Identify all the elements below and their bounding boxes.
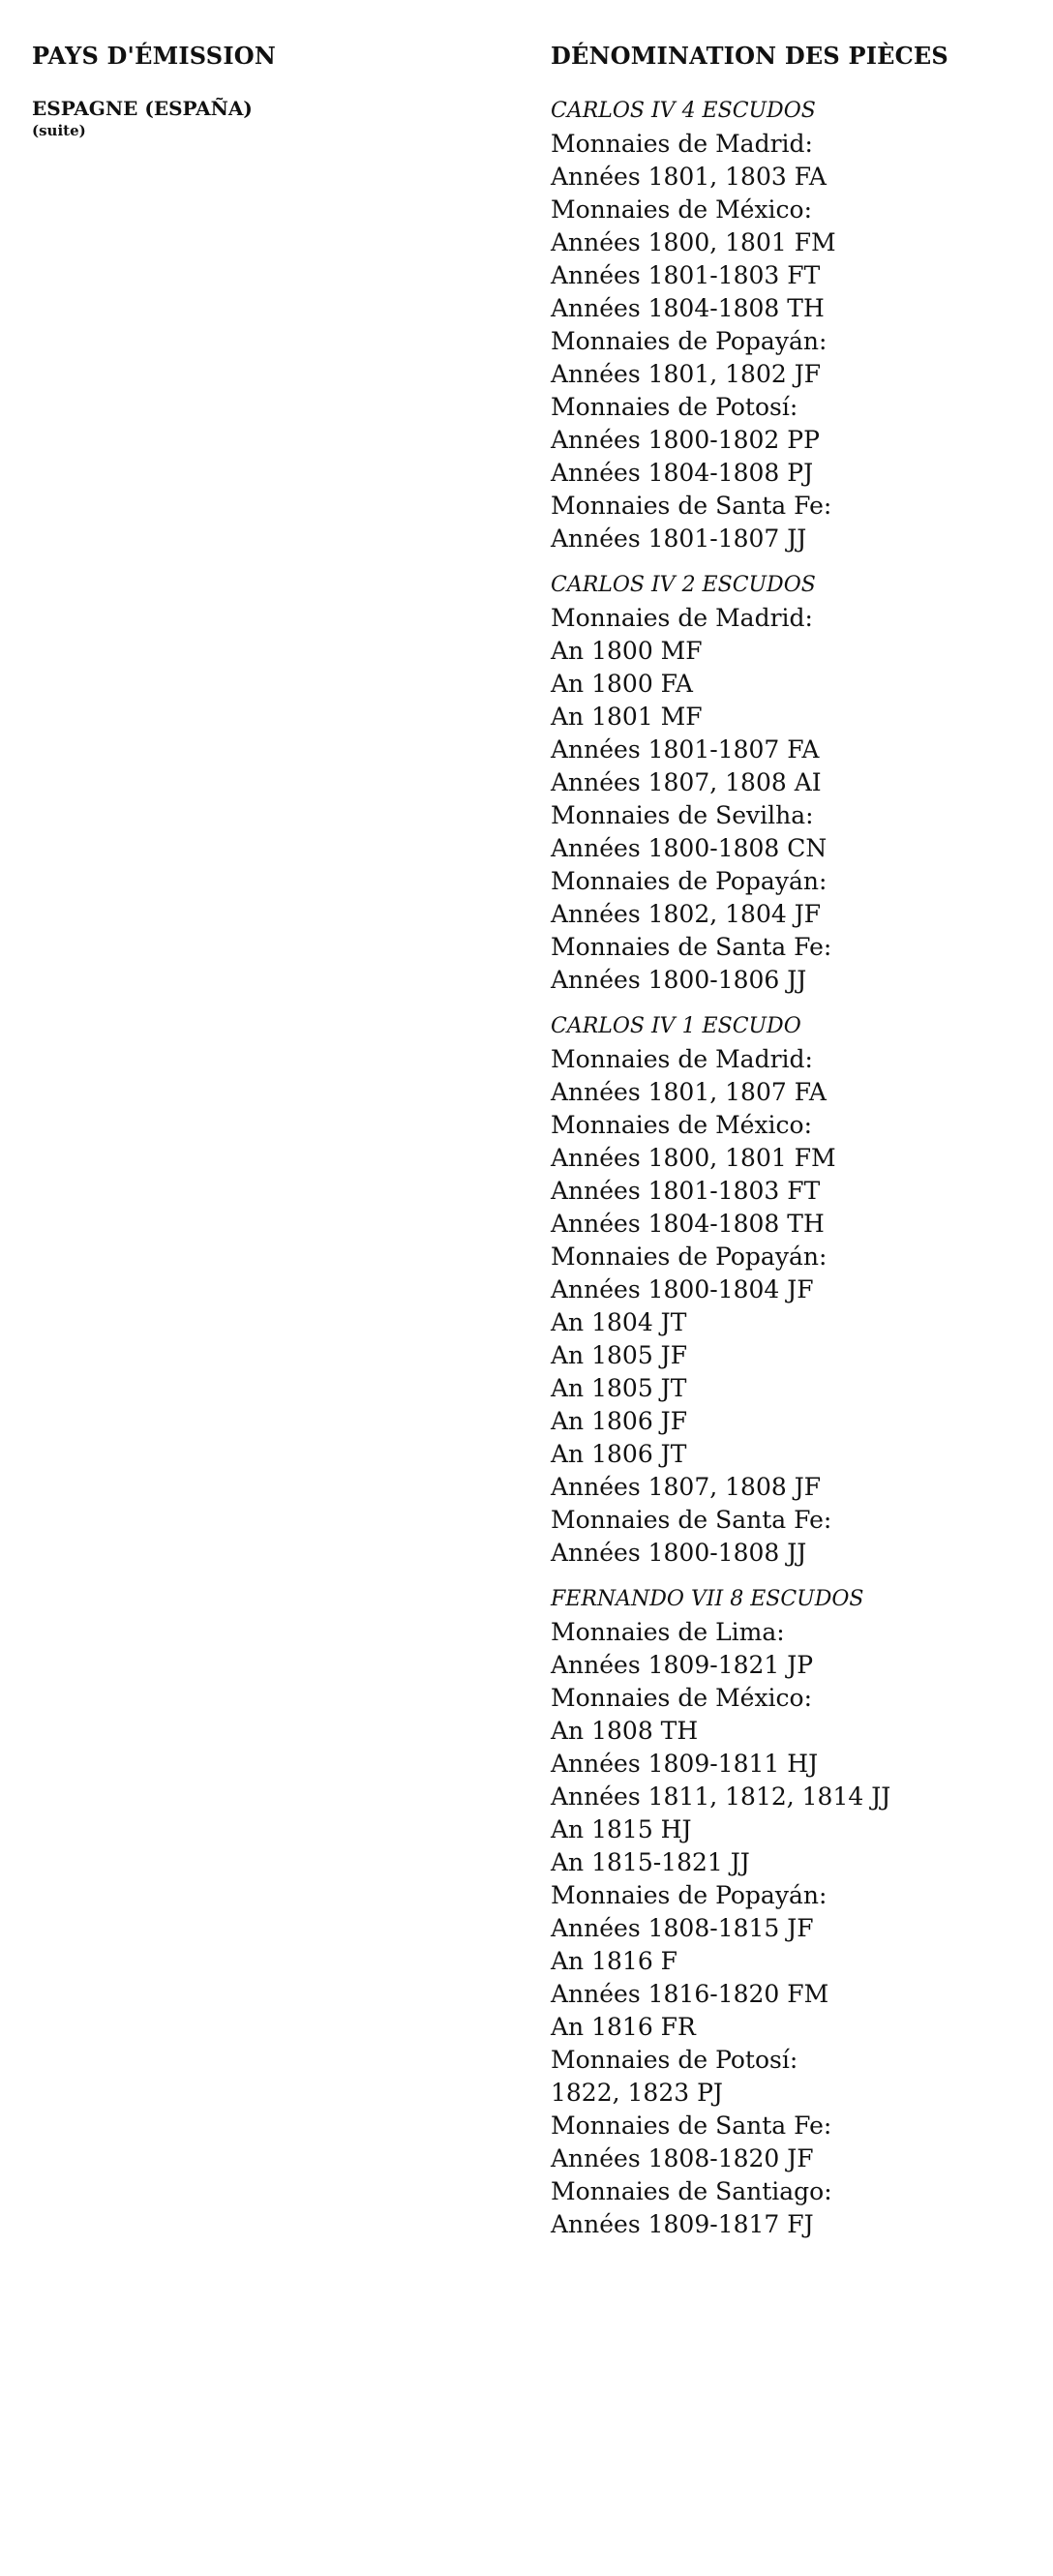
year-entry: An 1816 F <box>551 1947 678 1975</box>
year-entry: Années 1809-1821 JP <box>551 1651 814 1679</box>
section-title: CARLOS IV 1 ESCUDO <box>551 1014 801 1038</box>
year-entry: Années 1808-1820 JF <box>551 2144 814 2172</box>
country-column-header: PAYS D'ÉMISSION <box>32 42 276 70</box>
denomination-column-header: DÉNOMINATION DES PIÈCES <box>551 42 948 70</box>
mint-heading: Monnaies de Madrid: <box>551 604 813 632</box>
mint-heading: Monnaies de Santiago: <box>551 2177 832 2205</box>
year-entry: Années 1801-1803 FT <box>551 261 821 289</box>
section-title: CARLOS IV 4 ESCUDOS <box>551 99 816 123</box>
mint-heading: Monnaies de Santa Fe: <box>551 1506 832 1534</box>
year-entry: 1822, 1823 PJ <box>551 2079 723 2107</box>
section-title: CARLOS IV 2 ESCUDOS <box>551 573 816 597</box>
mint-heading: Monnaies de Santa Fe: <box>551 492 832 520</box>
year-entry: Années 1801-1807 FA <box>551 735 820 764</box>
year-entry: Années 1804-1808 PJ <box>551 459 814 487</box>
year-entry: Années 1801-1807 JJ <box>551 524 807 553</box>
year-entry: Années 1800-1806 JJ <box>551 966 807 994</box>
year-entry: An 1800 MF <box>551 637 703 665</box>
mint-heading: Monnaies de Potosí: <box>551 2046 798 2074</box>
coin-sections <box>551 95 1035 2241</box>
year-entry: Années 1801, 1807 FA <box>551 1078 827 1106</box>
year-entry: Années 1800, 1801 FM <box>551 228 836 256</box>
year-entry: Années 1801-1803 FT <box>551 1177 821 1205</box>
year-entry: Années 1801, 1802 JF <box>551 360 822 388</box>
coin-section <box>551 95 1035 555</box>
year-entry: Années 1800, 1801 FM <box>551 1144 836 1172</box>
year-entry: Années 1804-1808 TH <box>551 294 825 322</box>
mint-heading: Monnaies de Popayán: <box>551 867 827 895</box>
mint-heading: Monnaies de Potosí: <box>551 393 798 421</box>
mint-heading: Monnaies de México: <box>551 195 813 224</box>
year-entry: Années 1811, 1812, 1814 JJ <box>551 1782 891 1811</box>
year-entry: Années 1802, 1804 JF <box>551 900 822 928</box>
year-entry: An 1805 JT <box>551 1374 687 1402</box>
coin-section <box>551 569 1035 997</box>
mint-heading: Monnaies de Popayán: <box>551 1881 827 1909</box>
country-name: ESPAGNE (ESPAÑA) <box>32 97 253 120</box>
section-title: FERNANDO VII 8 ESCUDOS <box>551 1587 864 1611</box>
mint-heading: Monnaies de México: <box>551 1684 813 1712</box>
year-entry: An 1800 FA <box>551 670 693 698</box>
year-entry: Années 1808-1815 JF <box>551 1914 814 1942</box>
year-entry: Années 1807, 1808 AI <box>551 768 822 796</box>
year-entry: An 1815 HJ <box>551 1815 692 1843</box>
coin-section <box>551 1583 1035 2241</box>
year-entry: Années 1800-1808 JJ <box>551 1539 807 1567</box>
year-entry: An 1815-1821 JJ <box>551 1848 750 1876</box>
mint-heading: Monnaies de Santa Fe: <box>551 2112 832 2140</box>
mint-heading: Monnaies de Madrid: <box>551 1045 813 1073</box>
country-column <box>32 37 458 139</box>
mint-heading: Monnaies de Santa Fe: <box>551 933 832 961</box>
denomination-column <box>551 37 1035 2255</box>
mint-heading: Monnaies de Sevilha: <box>551 801 814 829</box>
mint-heading: Monnaies de Popayán: <box>551 327 827 355</box>
mint-heading: Monnaies de Popayán: <box>551 1243 827 1271</box>
coin-section <box>551 1010 1035 1570</box>
year-entry: An 1804 JT <box>551 1308 687 1336</box>
year-entry: An 1806 JF <box>551 1407 688 1435</box>
mint-heading: Monnaies de México: <box>551 1111 813 1139</box>
year-entry: Années 1816-1820 FM <box>551 1980 829 2008</box>
year-entry: An 1801 MF <box>551 703 703 731</box>
year-entry: Années 1800-1802 PP <box>551 426 820 454</box>
year-entry: Années 1801, 1803 FA <box>551 163 827 191</box>
year-entry: An 1805 JF <box>551 1341 688 1369</box>
year-entry: Années 1809-1811 HJ <box>551 1750 819 1778</box>
year-entry: Années 1809-1817 FJ <box>551 2210 814 2238</box>
country-continuation-note: (suite) <box>32 122 86 139</box>
year-entry: Années 1800-1804 JF <box>551 1275 814 1303</box>
year-entry: An 1816 FR <box>551 2013 696 2041</box>
year-entry: Années 1804-1808 TH <box>551 1210 825 1238</box>
year-entry: Années 1807, 1808 JF <box>551 1473 822 1501</box>
mint-heading: Monnaies de Madrid: <box>551 130 813 158</box>
year-entry: Années 1800-1808 CN <box>551 834 827 862</box>
year-entry: An 1808 TH <box>551 1717 699 1745</box>
mint-heading: Monnaies de Lima: <box>551 1618 785 1646</box>
year-entry: An 1806 JT <box>551 1440 687 1468</box>
